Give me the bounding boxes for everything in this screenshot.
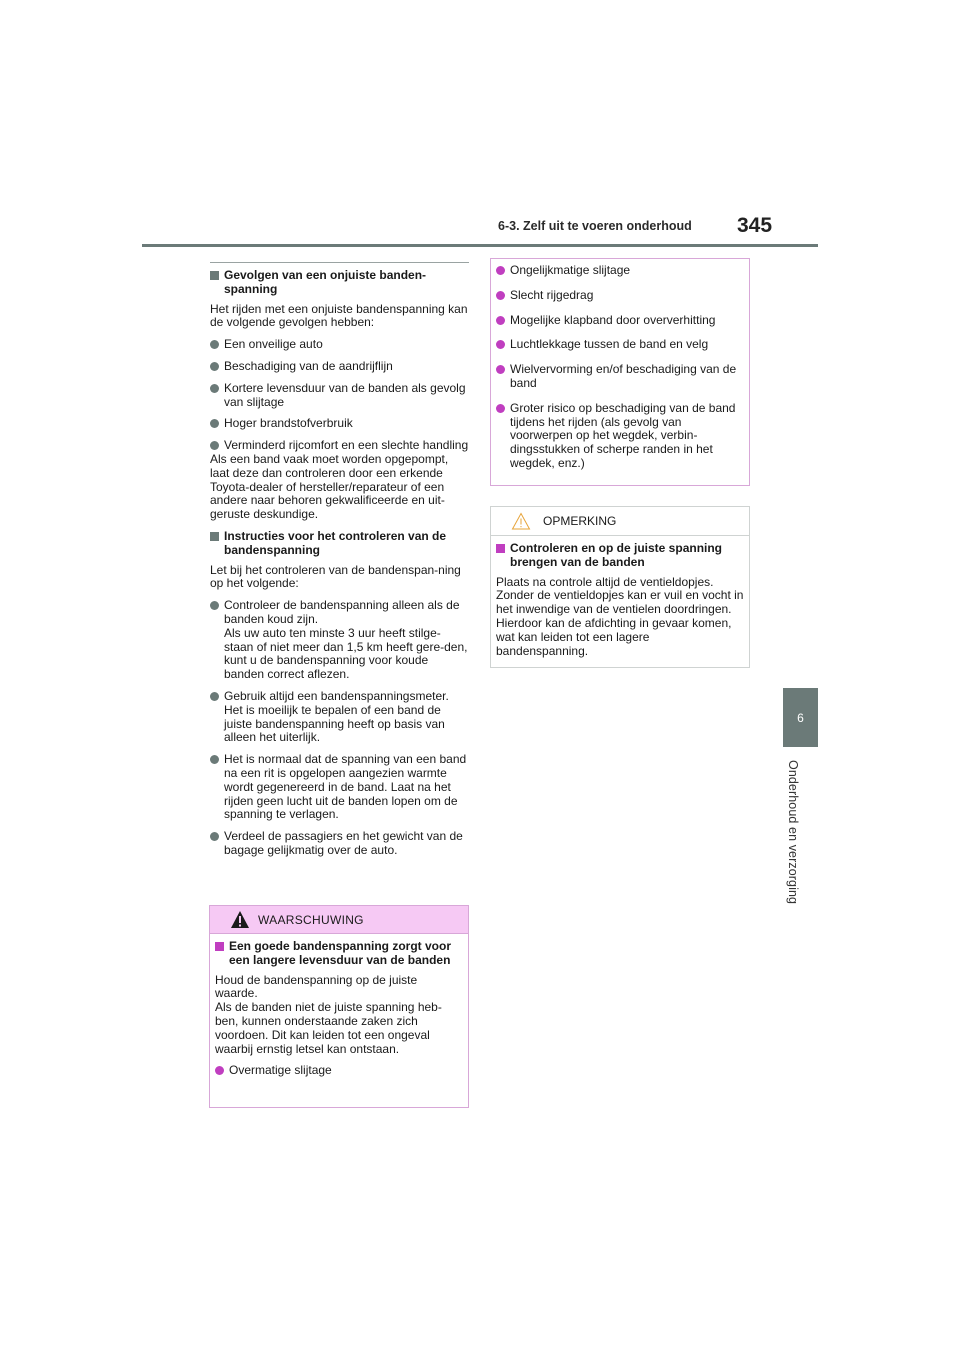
- chapter-tab[interactable]: [783, 688, 818, 747]
- subsection-heading: [210, 530, 469, 558]
- bullet-text: Luchtlekkage tussen de band en velg: [510, 337, 709, 352]
- chapter-title: Onderhoud en verzorging: [786, 760, 800, 905]
- warning-bullet-list: [496, 264, 744, 471]
- square-bullet-icon: [215, 942, 224, 951]
- bullet-text: Mogelijke klapband door oververhitting: [510, 312, 716, 327]
- bullet-item: [210, 338, 469, 352]
- section-rule: [210, 262, 469, 263]
- bullet-item: [210, 690, 469, 745]
- bullet-item: [496, 264, 744, 278]
- bullet-text: Ongelijkmatige slijtage: [510, 263, 631, 277]
- bullet-text: Groter risico op beschadiging van de band tijdens het rijden (als gevolg van voorwerpen op het wegdek, verbin-dingsstukken of scherpe randen in het wegdek, enz.): [510, 400, 736, 470]
- bullet-text: Verdeel de passagiers en het gewicht van de bagage gelijkmatig over de auto.: [224, 829, 463, 857]
- warning-box: [209, 905, 469, 1108]
- bullet-list: [210, 338, 469, 453]
- bullet-item: [496, 363, 744, 391]
- bullet-item: [215, 1064, 463, 1078]
- warning-header: [210, 906, 468, 934]
- circle-bullet-icon: [210, 692, 219, 701]
- circle-bullet-icon: [496, 404, 505, 413]
- subsection-heading: [210, 269, 469, 297]
- bullet-item: [210, 753, 469, 822]
- warning-continuation-box: [490, 258, 750, 486]
- circle-bullet-icon: [210, 419, 219, 428]
- note-label: OPMERKING: [543, 514, 617, 528]
- paragraph: Als een band vaak moet worden opgepompt, laat deze dan controleren door een erkende Toyota-dealer of hersteller/reparateur of een andere naar behoren gekwalificeerde en uit-geruste deskundige.: [210, 451, 449, 522]
- warning-bullet-list: [215, 1064, 463, 1078]
- bullet-text: Overmatige slijtage: [229, 1063, 332, 1078]
- circle-bullet-icon: [215, 1066, 224, 1075]
- note-body: [491, 536, 749, 658]
- warning-text: Houd de bandenspanning op de juiste waarde. Als de banden niet de juiste spanning heb-ben, kunnen onderstaande zaken zich voordoen. Dit kan leiden tot een ongeval waarbij ernstig letsel kan ontstaan.: [215, 972, 442, 1056]
- circle-bullet-icon: [210, 441, 219, 450]
- circle-bullet-icon: [210, 601, 219, 610]
- circle-bullet-icon: [496, 340, 505, 349]
- square-bullet-icon: [496, 544, 505, 553]
- header-rule: [142, 244, 818, 247]
- subsection-title: Instructies voor het controleren van de bandenspanning: [224, 528, 447, 557]
- note-heading: [496, 542, 744, 570]
- circle-bullet-icon: [496, 266, 505, 275]
- bullet-list: [210, 599, 469, 858]
- section-header: 6-3. Zelf uit te voeren onderhoud: [498, 219, 692, 233]
- bullet-item: [210, 360, 469, 374]
- circle-bullet-icon: [210, 340, 219, 349]
- paragraph: Let bij het controleren van de bandenspan-ning op het volgende:: [210, 562, 461, 591]
- bullet-item: [496, 338, 744, 352]
- bullet-text: Het is normaal dat de spanning van een band na een rit is opgelopen aangezien warmte wordt gegenereerd in de band. Laat na het rijden geen lucht uit de banden lopen om de spanning te verlagen.: [224, 752, 467, 822]
- bullet-item: [210, 830, 469, 858]
- circle-bullet-icon: [496, 291, 505, 300]
- warning-heading: [215, 940, 463, 968]
- bullet-text: Beschadiging van de aandrijflijn: [224, 358, 393, 373]
- warning-label: WAARSCHUWING: [258, 913, 364, 927]
- bullet-item: [496, 314, 744, 328]
- circle-bullet-icon: [210, 362, 219, 371]
- bullet-item: [210, 382, 469, 410]
- page-number: 345: [737, 214, 773, 237]
- bullet-text: Slecht rijgedrag: [510, 287, 594, 302]
- bullet-item: [210, 439, 469, 453]
- bullet-item: [496, 289, 744, 303]
- circle-bullet-icon: [496, 316, 505, 325]
- circle-bullet-icon: [210, 832, 219, 841]
- caution-outline-icon: [511, 512, 531, 530]
- note-header: [491, 507, 749, 536]
- bullet-text: Wielvervorming en/of beschadiging van de band: [510, 362, 737, 390]
- chapter-number: 6: [797, 710, 804, 725]
- circle-bullet-icon: [496, 365, 505, 374]
- paragraph: Het rijden met een onjuiste bandenspanning kan de volgende gevolgen hebben:: [210, 301, 468, 330]
- subsection-title: Gevolgen van een onjuiste banden- spanning: [224, 268, 427, 296]
- note-box: [490, 506, 750, 668]
- left-column: [210, 262, 469, 866]
- bullet-text: Gebruik altijd een bandenspanningsmeter. Het is moeilijk te bepalen of een band de juiste bandenspanning heeft op basis van alleen het uiterlijk.: [224, 688, 449, 745]
- circle-bullet-icon: [210, 755, 219, 764]
- bullet-item: [210, 417, 469, 431]
- bullet-text: Verminderd rijcomfort en een slechte handling: [224, 438, 469, 453]
- warning-body: [210, 934, 468, 1078]
- bullet-text: Hoger brandstofverbruik: [224, 416, 353, 431]
- square-bullet-icon: [210, 271, 219, 280]
- bullet-item: [496, 402, 744, 471]
- bullet-item: [210, 599, 469, 682]
- square-bullet-icon: [210, 532, 219, 541]
- note-title: Controleren en op de juiste spanning brengen van de banden: [510, 541, 723, 569]
- bullet-text: Controleer de bandenspanning alleen als de banden koud zijn. Als uw auto ten minste 3 uur heeft stilge-staan of niet meer dan 1,5 km heeft gere-den, kunt u de bandenspanning voor koude banden correct aflezen.: [224, 598, 468, 682]
- note-text: Plaats na controle altijd de ventieldopjes. Zonder de ventieldopjes kan er vuil en vocht in het inwendige van de ventielen doordringen. Hierdoor kan de afdichting in gevaar komen, wat kan leiden tot een lagere bandenspanning.: [496, 574, 744, 658]
- warning-title: Een goede bandenspanning zorgt voor een langere levensduur van de banden: [229, 939, 452, 967]
- warning-triangle-icon: [230, 910, 250, 929]
- bullet-text: Een onveilige auto: [224, 337, 323, 352]
- bullet-text: Kortere levensduur van de banden als gevolg van slijtage: [224, 380, 466, 409]
- circle-bullet-icon: [210, 384, 219, 393]
